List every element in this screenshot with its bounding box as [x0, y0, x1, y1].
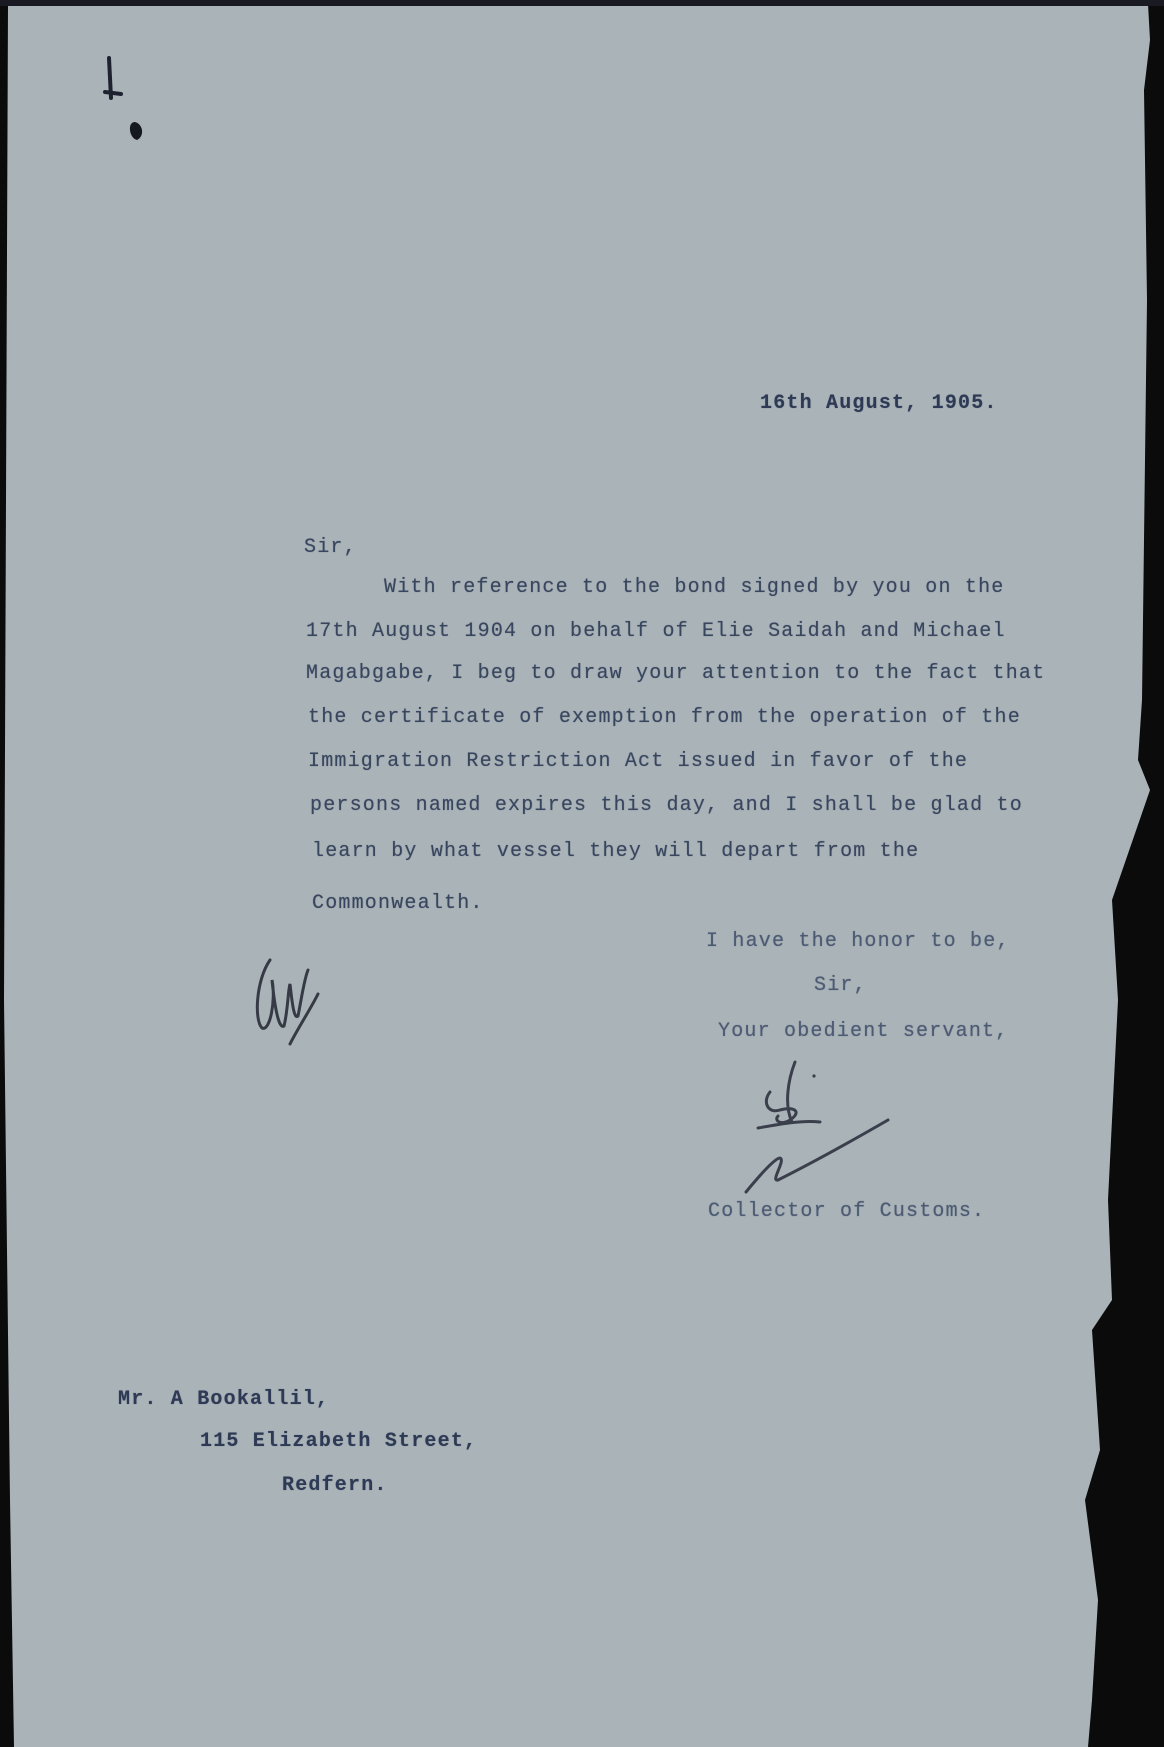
closing-line-1: I have the honor to be,	[706, 930, 1010, 953]
letter-date: 16th August, 1905.	[760, 392, 998, 415]
closing-line-2: Sir,	[814, 974, 867, 997]
body-line-5: Immigration Restriction Act issued in favor of the	[308, 750, 969, 773]
body-line-6: persons named expires this day, and I shall be glad to	[310, 794, 1023, 817]
signature-title: Collector of Customs.	[708, 1200, 986, 1223]
body-line-8: Commonwealth.	[312, 892, 484, 915]
body-line-3: Magabgabe, I beg to draw your attention to the fact that	[306, 662, 1046, 685]
salutation: Sir,	[304, 536, 357, 559]
body-line-1: With reference to the bond signed by you on the	[384, 576, 1005, 599]
closing-line-3: Your obedient servant,	[718, 1020, 1009, 1043]
address-line-1: Mr. A Bookallil,	[118, 1388, 330, 1411]
signature-mark	[740, 1050, 890, 1200]
corner-mark	[95, 52, 155, 152]
address-line-2: 115 Elizabeth Street,	[200, 1430, 478, 1453]
body-line-4: the certificate of exemption from the operation of the	[308, 706, 1021, 729]
address-line-3: Redfern.	[282, 1474, 388, 1497]
body-line-7: learn by what vessel they will depart from the	[312, 840, 920, 863]
initials-mark	[248, 940, 328, 1050]
body-line-2: 17th August 1904 on behalf of Elie Saidah and Michael	[306, 620, 1006, 643]
